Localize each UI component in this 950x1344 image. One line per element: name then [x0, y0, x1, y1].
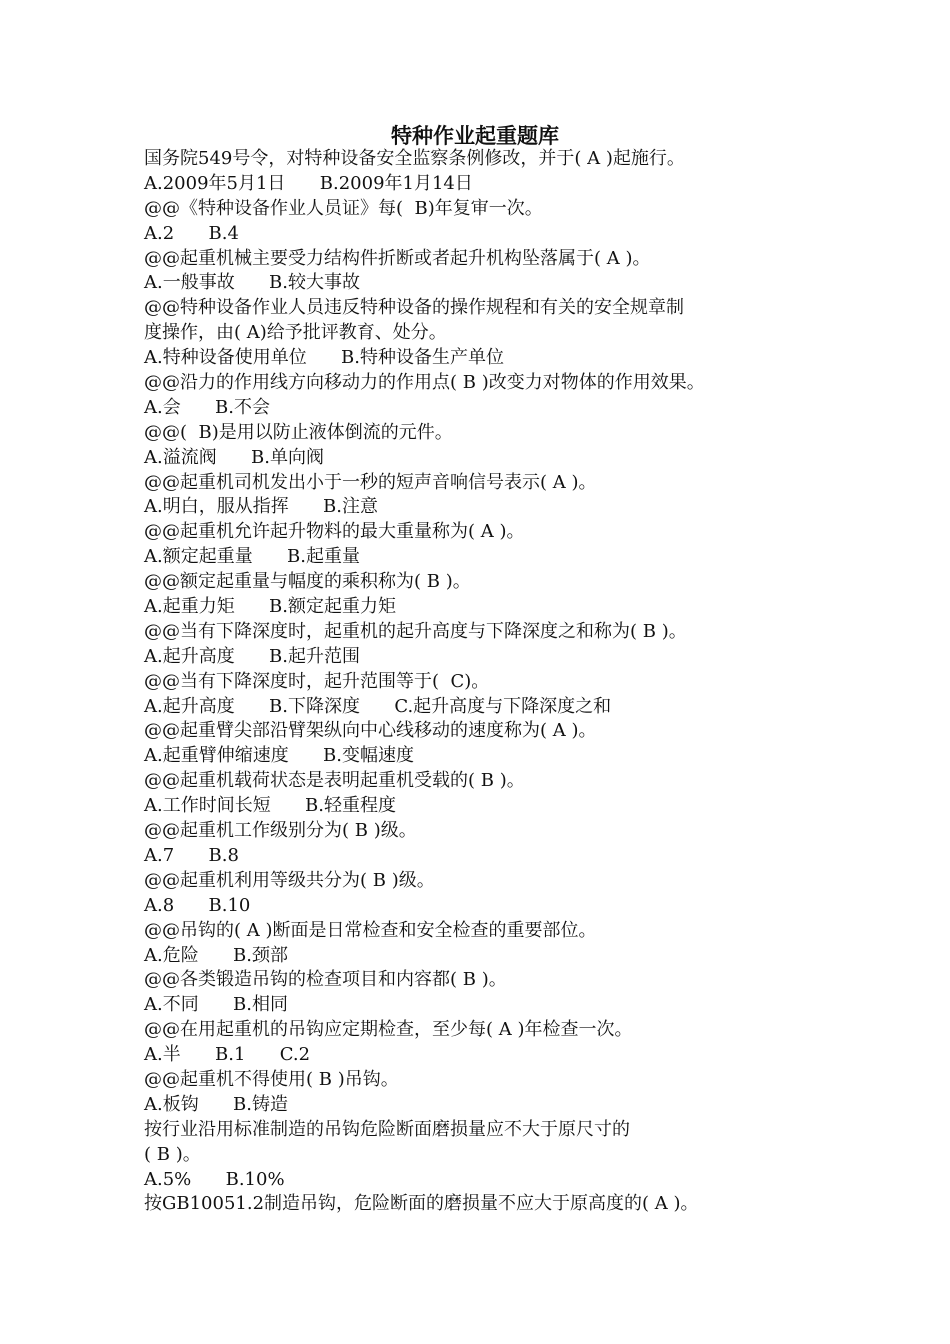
text-line: A.工作时间长短 B.轻重程度	[144, 795, 396, 817]
text-line: @@《特种设备作业人员证》每( B)年复审一次。	[144, 197, 543, 219]
text-line: @@起重机允许起升物料的最大重量称为( A )。	[144, 521, 525, 543]
text-line: A.起重力矩 B.额定起重力矩	[144, 596, 396, 618]
text-line: A.额定起重量 B.起重量	[144, 546, 360, 568]
text-line: @@吊钩的( A )断面是日常检查和安全检查的重要部位。	[144, 919, 597, 941]
text-line: A.8 B.10	[144, 894, 251, 916]
text-line: @@起重机工作级别分为( B )级。	[144, 820, 417, 842]
text-line: A.2009年5月1日 B.2009年1月14日	[144, 172, 473, 194]
text-line: @@在用起重机的吊钩应定期检查，至少每( A )年检查一次。	[144, 1019, 633, 1041]
text-line: A.特种设备使用单位 B.特种设备生产单位	[144, 347, 504, 369]
text-line: 度操作，由( A)给予批评教育、处分。	[144, 322, 447, 344]
text-line: @@沿力的作用线方向移动力的作用点( B )改变力对物体的作用效果。	[144, 372, 705, 394]
text-line: 按行业沿用标准制造的吊钩危险断面磨损量应不大于原尺寸的	[144, 1118, 630, 1140]
text-line: @@起重机利用等级共分为( B )级。	[144, 869, 435, 891]
text-line: @@当有下降深度时，起重机的起升高度与下降深度之和称为( B )。	[144, 620, 687, 642]
text-line: A.5% B.10%	[144, 1168, 285, 1190]
text-line: A.会 B.不会	[144, 396, 270, 418]
text-line: @@额定起重量与幅度的乘积称为( B )。	[144, 571, 471, 593]
text-line: @@当有下降深度时，起升范围等于( C)。	[144, 670, 490, 692]
text-line: @@起重机不得使用( B )吊钩。	[144, 1068, 399, 1090]
text-line: @@各类锻造吊钩的检查项目和内容都( B )。	[144, 969, 507, 991]
text-line: @@起重机司机发出小于一秒的短声音响信号表示( A )。	[144, 471, 597, 493]
text-line: A.7 B.8	[144, 844, 239, 866]
text-line: 国务院549号令，对特种设备安全监察条例修改，并于( A )起施行。	[144, 148, 685, 169]
text-line: A.溢流阀 B.单向阀	[144, 446, 324, 468]
text-line: A.起重臂伸缩速度 B.变幅速度	[144, 745, 414, 767]
text-line: A.起升高度 B.起升范围	[144, 645, 360, 667]
text-line: A.一般事故 B.较大事故	[144, 272, 360, 294]
text-line: ( B )。	[144, 1143, 201, 1165]
question-list	[144, 147, 824, 1217]
text-line: @@起重机械主要受力结构件折断或者起升机构坠落属于( A )。	[144, 247, 651, 269]
text-line: A.明白，服从指挥 B.注意	[144, 496, 378, 518]
text-line: A.危险 B.颈部	[144, 944, 288, 966]
text-line: A.不同 B.相同	[144, 994, 288, 1016]
text-line: @@特种设备作业人员违反特种设备的操作规程和有关的安全规章制	[144, 297, 684, 319]
text-line: A.起升高度 B.下降深度 C.起升高度与下降深度之和	[144, 695, 612, 717]
document-title: 特种作业起重题库	[391, 123, 559, 148]
text-line: @@( B)是用以防止液体倒流的元件。	[144, 421, 453, 443]
text-line: A.板钩 B.铸造	[144, 1093, 288, 1115]
text-line: 按GB10051.2制造吊钩，危险断面的磨损量不应大于原高度的( A )。	[144, 1193, 699, 1215]
text-line: A.2 B.4	[144, 222, 239, 244]
text-line: A.半 B.1 C.2	[144, 1044, 311, 1066]
text-line: @@起重机载荷状态是表明起重机受载的( B )。	[144, 770, 525, 792]
text-line: @@起重臂尖部沿臂架纵向中心线移动的速度称为( A )。	[144, 720, 597, 742]
